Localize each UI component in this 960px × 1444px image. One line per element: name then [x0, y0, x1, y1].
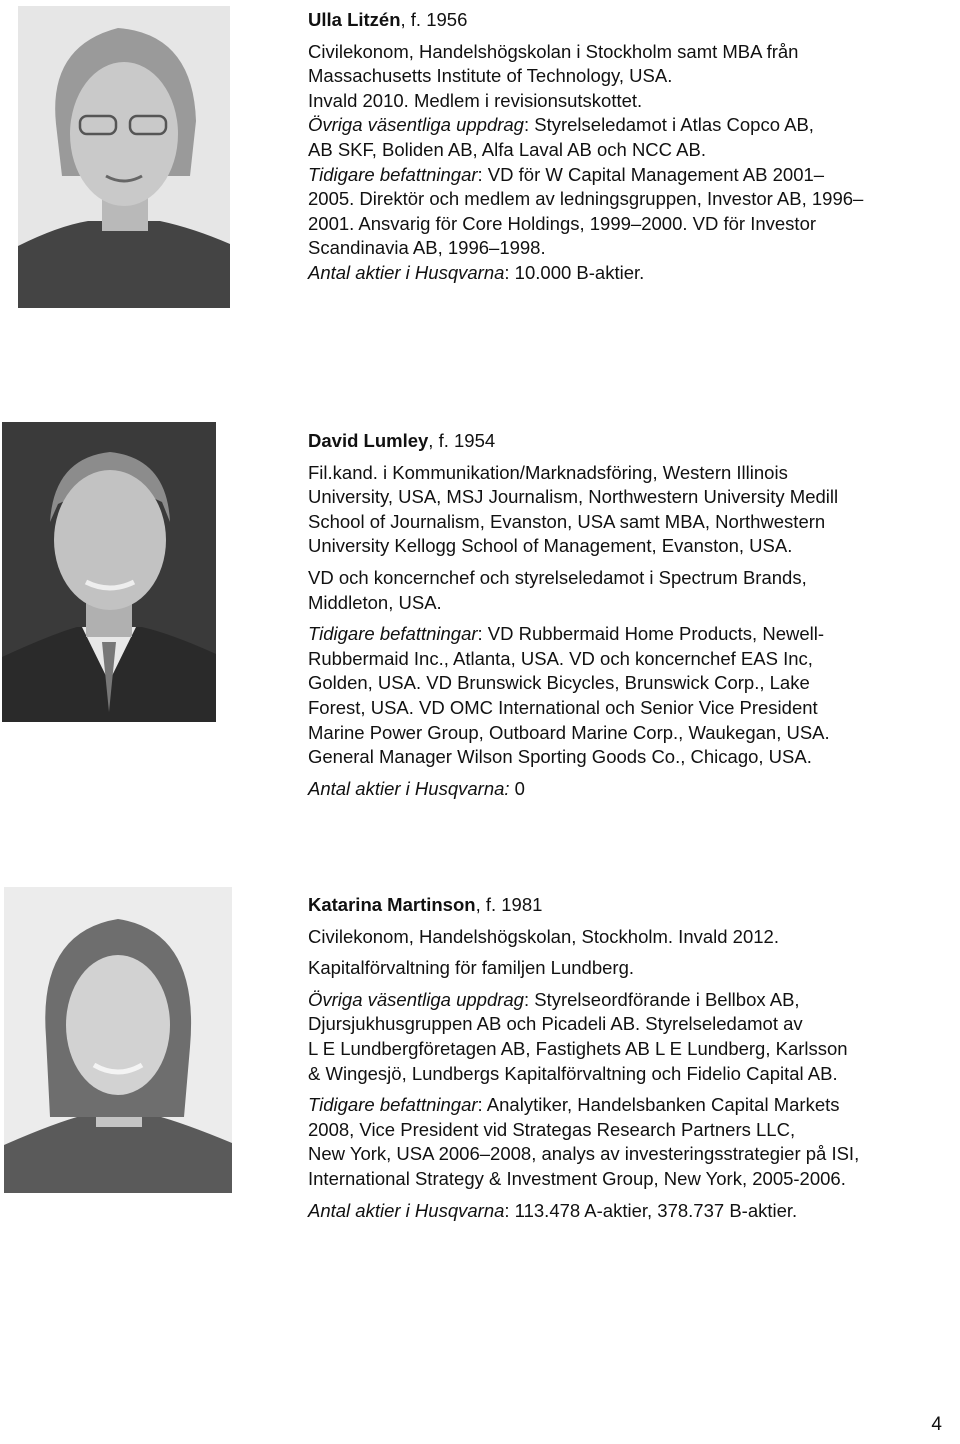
other-assignments-text: : Styrelseledamot i Atlas Copco AB,	[523, 114, 814, 136]
bio-line: International Strategy & Investment Group, New York, 2005-2006.	[308, 1167, 846, 1189]
shares-text: 0	[509, 777, 525, 799]
bio-line: Marine Power Group, Outboard Marine Corp., Waukegan, USA.	[308, 721, 830, 743]
bio-line: L E Lundbergföretagen AB, Fastighets AB L E Lundberg, Karlsson	[308, 1037, 848, 1059]
bio-line: Invald 2010. Medlem i revisionsutskottet.	[308, 89, 643, 111]
previous-positions-label: Tidigare befattningar	[308, 163, 478, 185]
shares-label: Antal aktier i Husqvarna:	[308, 777, 510, 799]
bio-line: & Wingesjö, Lundbergs Kapitalförvaltning och Fidelio Capital AB.	[308, 1062, 838, 1084]
shares-label: Antal aktier i Husqvarna	[308, 261, 505, 283]
bio-line: 2008, Vice President vid Strategas Research Partners LLC,	[308, 1118, 796, 1140]
previous-positions-text: : VD för W Capital Management AB 2001–	[477, 163, 825, 185]
bio-line: Djursjukhusgruppen AB och Picadeli AB. Styrelseledamot av	[308, 1013, 803, 1035]
bio-line: Civilekonom, Handelshögskolan, Stockholm. Invald 2012.	[308, 925, 779, 947]
person-name: Ulla Litzén	[308, 9, 401, 30]
previous-positions-label: Tidigare befattningar	[308, 1094, 478, 1116]
person-name: Katarina Martinson	[308, 894, 476, 915]
other-assignments-label: Övriga väsentliga uppdrag	[308, 114, 524, 136]
bio-line: General Manager Wilson Sporting Goods Co., Chicago, USA.	[308, 746, 812, 768]
bio-line: Golden, USA. VD Brunswick Bicycles, Brunswick Corp., Lake	[308, 672, 810, 694]
bio-line: AB SKF, Boliden AB, Alfa Laval AB och NCC AB.	[308, 138, 706, 160]
birth-year: , f. 1981	[475, 894, 543, 915]
bio-line: Civilekonom, Handelshögskolan i Stockholm samt MBA från	[308, 40, 799, 62]
bio-line: Scandinavia AB, 1996–1998.	[308, 237, 546, 259]
portrait-photo	[4, 887, 232, 1193]
previous-positions-label: Tidigare befattningar	[308, 623, 478, 645]
bio-david-lumley	[308, 429, 948, 801]
previous-positions-text: : Analytiker, Handelsbanken Capital Markets	[477, 1094, 840, 1116]
bio-ulla-litzen	[308, 8, 948, 286]
bio-line: Massachusetts Institute of Technology, USA.	[308, 65, 673, 87]
bio-line: University Kellogg School of Management, Evanston, USA.	[308, 535, 793, 557]
bio-line: Middleton, USA.	[308, 591, 442, 613]
bio-line: 2005. Direktör och medlem av ledningsgruppen, Investor AB, 1996–	[308, 188, 864, 210]
bio-katarina-martinson	[308, 893, 948, 1223]
previous-positions-text: : VD Rubbermaid Home Products, Newell-	[477, 623, 825, 645]
bio-line: 2001. Ansvarig för Core Holdings, 1999–2000. VD för Investor	[308, 212, 817, 234]
bio-line: Rubbermaid Inc., Atlanta, USA. VD och koncernchef EAS Inc,	[308, 647, 813, 669]
birth-year: , f. 1956	[400, 9, 468, 30]
birth-year: , f. 1954	[428, 430, 496, 451]
portrait-photo	[18, 6, 230, 308]
person-name: David Lumley	[308, 430, 429, 451]
bio-line: University, USA, MSJ Journalism, Northwestern University Medill	[308, 486, 839, 508]
bio-line: School of Journalism, Evanston, USA samt MBA, Northwestern	[308, 510, 826, 532]
page-number: 4	[931, 1414, 942, 1435]
bio-line: Kapitalförvaltning för familjen Lundberg.	[308, 957, 634, 979]
portrait-photo	[2, 422, 216, 722]
shares-text: : 113.478 A-aktier, 378.737 B-aktier.	[504, 1199, 798, 1221]
other-assignments-label: Övriga väsentliga uppdrag	[308, 988, 524, 1010]
shares-text: : 10.000 B-aktier.	[504, 261, 645, 283]
other-assignments-text: : Styrelseordförande i Bellbox AB,	[523, 988, 800, 1010]
bio-line: New York, USA 2006–2008, analys av investeringsstrategier på ISI,	[308, 1143, 860, 1165]
bio-line: Forest, USA. VD OMC International och Senior Vice President	[308, 696, 818, 718]
bio-line: VD och koncernchef och styrelseledamot i Spectrum Brands,	[308, 566, 807, 588]
shares-label: Antal aktier i Husqvarna	[308, 1199, 505, 1221]
bio-line: Fil.kand. i Kommunikation/Marknadsföring, Western Illinois	[308, 461, 788, 483]
